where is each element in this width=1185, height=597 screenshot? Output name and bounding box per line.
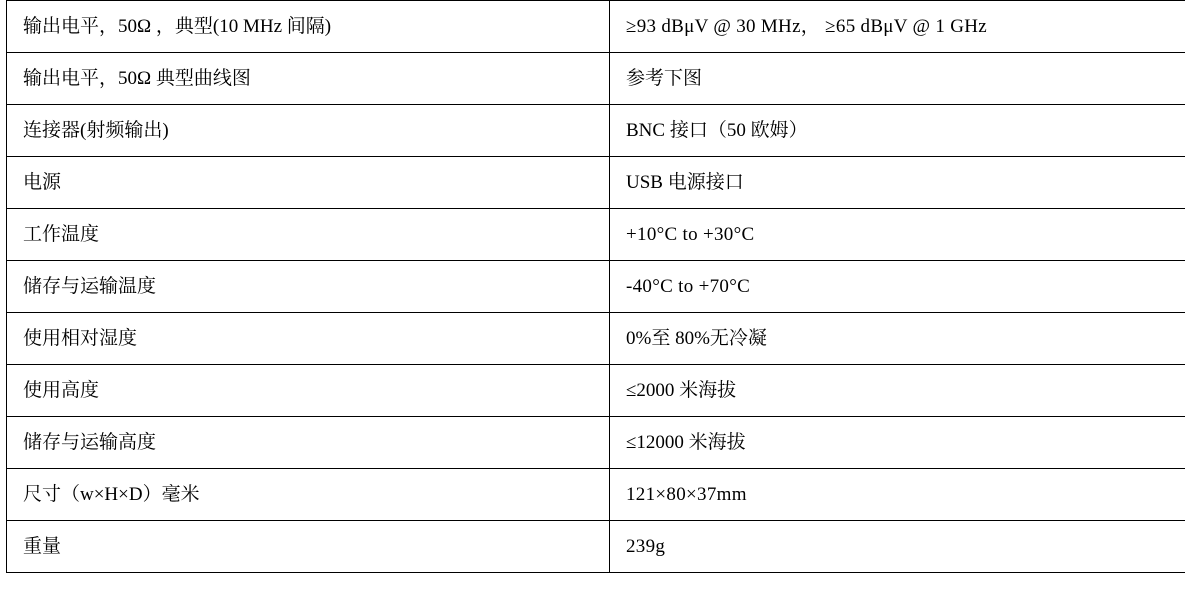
table-row xyxy=(7,105,1185,157)
table-cell-value xyxy=(610,157,1185,209)
table-cell-parameter xyxy=(7,521,610,573)
table-cell-parameter xyxy=(7,105,610,157)
table-cell-value xyxy=(610,261,1185,313)
table-cell-parameter xyxy=(7,1,610,53)
table-row xyxy=(7,417,1185,469)
table-cell-parameter xyxy=(7,469,610,521)
parameter-value: 参考下图 xyxy=(626,67,703,89)
table-cell-value xyxy=(610,53,1185,105)
table-row xyxy=(7,209,1185,261)
table-body xyxy=(7,1,1185,573)
table-cell-parameter xyxy=(7,209,610,261)
parameter-value: ≤12000 米海拔 xyxy=(626,431,746,453)
table-cell-value xyxy=(610,209,1185,261)
table-cell-parameter xyxy=(7,157,610,209)
table-row xyxy=(7,313,1185,365)
table-cell-parameter xyxy=(7,261,610,313)
table-row xyxy=(7,53,1185,105)
table-cell-value xyxy=(610,105,1185,157)
table-cell-value xyxy=(610,365,1185,417)
table-cell-value xyxy=(610,469,1185,521)
table-cell-parameter xyxy=(7,53,610,105)
parameter-label: 使用相对湿度 xyxy=(23,327,138,349)
parameter-value: +10°C to +30°C xyxy=(626,223,755,245)
parameter-label: 储存与运输高度 xyxy=(23,431,157,453)
table-cell-parameter xyxy=(7,365,610,417)
table-cell-value xyxy=(610,313,1185,365)
table-row xyxy=(7,157,1185,209)
table-row xyxy=(7,261,1185,313)
parameter-label: 重量 xyxy=(23,535,62,557)
table-cell-parameter xyxy=(7,313,610,365)
parameter-value: ≥93 dBμV @ 30 MHz， ≥65 dBμV @ 1 GHz xyxy=(626,15,987,37)
table-cell-parameter xyxy=(7,417,610,469)
parameter-label: 连接器(射频输出) xyxy=(23,119,169,141)
parameter-value: -40°C to +70°C xyxy=(626,275,751,297)
parameter-label: 电源 xyxy=(23,171,62,193)
parameter-value: USB 电源接口 xyxy=(626,171,744,193)
table-row xyxy=(7,469,1185,521)
table-cell-value xyxy=(610,1,1185,53)
parameter-label: 尺寸（w×H×D）毫米 xyxy=(23,483,200,505)
table-cell-value xyxy=(610,521,1185,573)
table-cell-value xyxy=(610,417,1185,469)
parameter-label: 输出电平，50Ω 典型曲线图 xyxy=(23,67,251,89)
table-row xyxy=(7,521,1185,573)
parameter-value: 239g xyxy=(626,535,666,557)
table-row xyxy=(7,1,1185,53)
parameter-label: 使用高度 xyxy=(23,379,100,401)
parameter-label: 储存与运输温度 xyxy=(23,275,157,297)
parameter-label: 工作温度 xyxy=(23,223,100,245)
table-row xyxy=(7,365,1185,417)
parameter-value: ≤2000 米海拔 xyxy=(626,379,737,401)
parameter-value: 0%至 80%无冷凝 xyxy=(626,327,767,349)
parameter-label: 输出电平，50Ω ，典型(10 MHz 间隔) xyxy=(23,15,332,37)
parameter-value: 121×80×37mm xyxy=(626,483,747,505)
parameter-value: BNC 接口（50 欧姆） xyxy=(626,119,808,141)
specification-table xyxy=(6,0,1185,573)
